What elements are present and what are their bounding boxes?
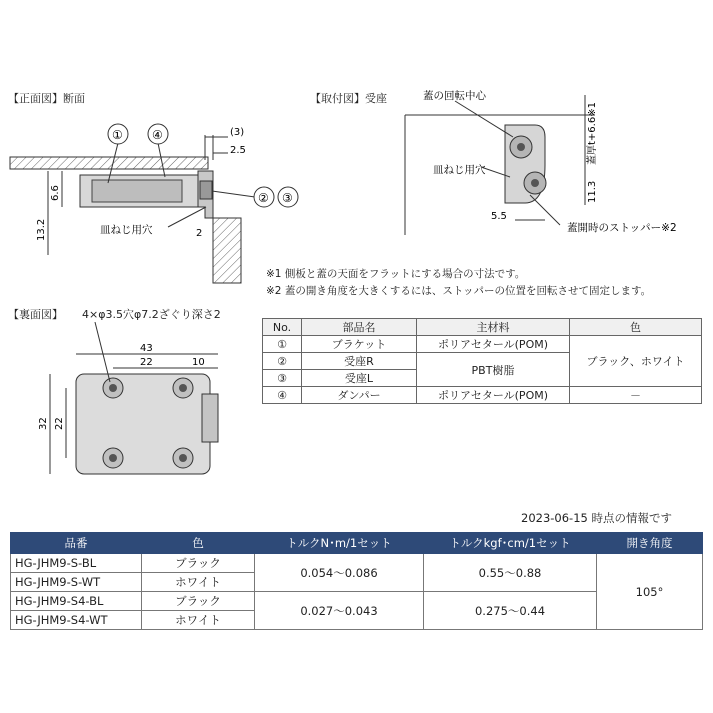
dim-2: 2 bbox=[196, 228, 203, 239]
back-view-drawing bbox=[10, 322, 250, 492]
parts-header-row bbox=[263, 319, 702, 336]
parts-header-material: 主材料 bbox=[417, 319, 570, 336]
dim-32: 32 bbox=[38, 417, 49, 430]
table-row: HG-JHM9-S4-WT ホワイト bbox=[11, 611, 703, 630]
open-angle-cell: 105° bbox=[597, 554, 703, 630]
callout-2: ② bbox=[258, 191, 269, 205]
table-row: ③ 受座L bbox=[263, 370, 702, 387]
lid-panel bbox=[10, 157, 208, 169]
damper-core bbox=[92, 180, 182, 202]
callout-3: ③ bbox=[282, 191, 293, 205]
table-row: ① ブラケット ポリアセタール(POM) ブラック、ホワイト bbox=[263, 336, 702, 353]
dim-6-6: 6.6 bbox=[50, 185, 61, 201]
pivot-label: 蓋の回転中心 bbox=[423, 90, 486, 102]
mount-view-heading: 【取付図】受座 bbox=[310, 92, 387, 105]
dim-3-paren: (3) bbox=[230, 127, 245, 138]
dim-22: 22 bbox=[140, 357, 153, 368]
receiver bbox=[200, 181, 212, 199]
mount-view-drawing bbox=[395, 85, 705, 245]
spec-header-row: 品番 色 トルクN･m/1セット トルクkgf･cm/1セット 開き角度 bbox=[11, 533, 703, 554]
front-view-drawing bbox=[0, 115, 310, 295]
parts-table bbox=[262, 318, 702, 404]
front-view-heading: 【正面図】断面 bbox=[8, 92, 85, 105]
back-view-heading: 【裏面図】 bbox=[8, 308, 63, 321]
dim-43: 43 bbox=[140, 343, 153, 354]
lid-thickness-label: 蓋厚t+6.6※1 bbox=[587, 102, 598, 165]
pbt-material-cell: PBT樹脂 bbox=[417, 353, 570, 387]
front-hole-label: 皿ねじ用穴 bbox=[100, 224, 153, 236]
parts-header-name: 部品名 bbox=[302, 319, 417, 336]
table-row: HG-JHM9-S-BL ブラック 0.054～0.086 0.55～0.88 105° bbox=[11, 554, 703, 573]
side-tab bbox=[202, 394, 218, 442]
side-panel bbox=[213, 218, 241, 283]
dim-5-5: 5.5 bbox=[491, 211, 507, 222]
dim-13-2: 13.2 bbox=[36, 218, 47, 241]
callout-4: ④ bbox=[152, 128, 163, 142]
stopper-label: 蓋開時のストッパー※2 bbox=[567, 222, 677, 234]
info-timestamp: 2023-06-15 時点の情報です bbox=[521, 511, 672, 525]
callout-1: ① bbox=[112, 128, 123, 142]
parts-header-no: No. bbox=[263, 319, 302, 336]
dim-22-vertical: 22 bbox=[54, 417, 65, 430]
table-row: HG-JHM9-S4-BL ブラック 0.027～0.043 0.275～0.44 bbox=[11, 592, 703, 611]
dim-2-5: 2.5 bbox=[230, 145, 246, 156]
hole-spec: 4×φ3.5穴φ7.2ざぐり深さ2 bbox=[82, 308, 221, 321]
table-row: ④ ダンパー ポリアセタール(POM) － bbox=[263, 387, 702, 404]
mount-hole-label: 皿ねじ用穴 bbox=[433, 164, 486, 176]
dim-10: 10 bbox=[192, 357, 205, 368]
spec-table bbox=[10, 532, 703, 630]
shared-color-cell: ブラック、ホワイト bbox=[570, 336, 702, 387]
table-row: ② 受座R PBT樹脂 bbox=[263, 353, 702, 370]
dim-11-3: 11.3 bbox=[587, 180, 598, 203]
parts-header-color: 色 bbox=[570, 319, 702, 336]
note-1: ※1 側板と蓋の天面をフラットにする場合の寸法です。 bbox=[266, 268, 526, 280]
table-row: HG-JHM9-S-WT ホワイト bbox=[11, 573, 703, 592]
note-2: ※2 蓋の開き角度を大きくするには、ストッパーの位置を回転させて固定します。 bbox=[266, 285, 652, 297]
